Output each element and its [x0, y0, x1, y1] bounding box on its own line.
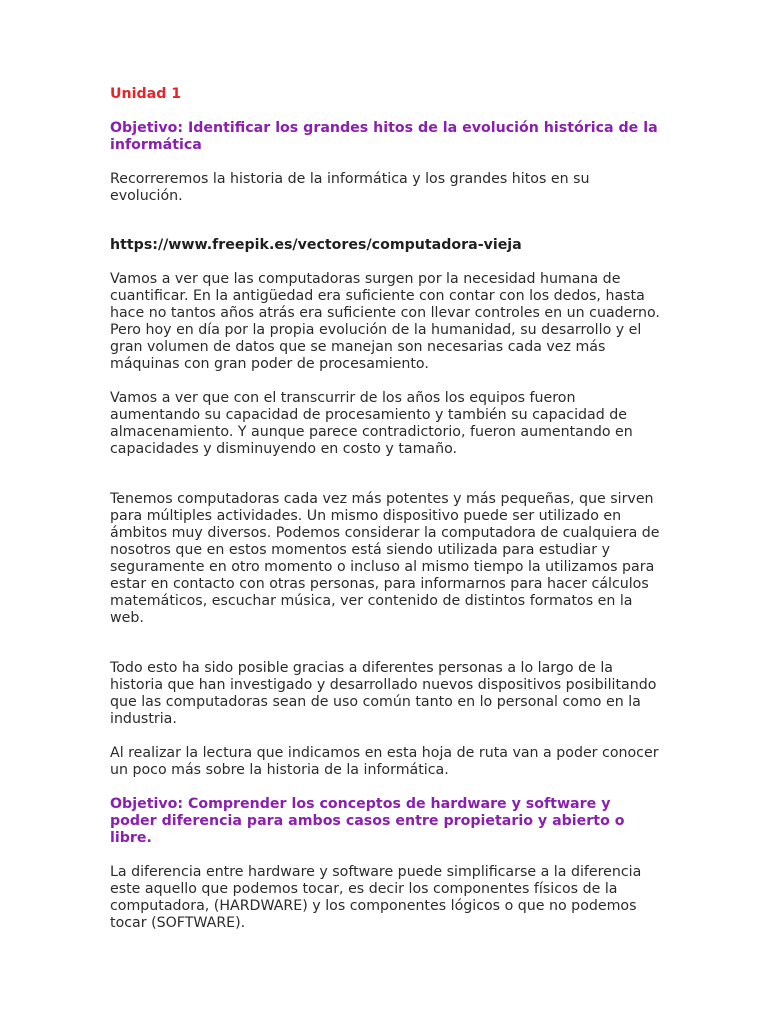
- paragraph-2: Vamos a ver que las computadoras surgen por la necesidad humana de cuantificar. En la antigüedad era suficiente con contar con los dedos, hasta hace no tantos años atrás era suficiente con llevar controles en un cuaderno. Pero hoy en día por la propia evolución de la humanidad, su desarrollo y el gran volumen de datos que se manejan son necesarias cada vez más máquinas con gran poder de procesamiento.: [110, 271, 660, 372]
- reference-link[interactable]: https://www.freepik.es/vectores/computadora-vieja: [110, 237, 522, 253]
- unit-title: Unidad 1: [110, 86, 182, 102]
- objective-heading-2: Objetivo: Comprender los conceptos de hardware y software y poder diferencia para ambos casos entre propietario y abierto o libre.: [110, 796, 625, 846]
- paragraph-1: Recorreremos la historia de la informática y los grandes hitos en su evolución.: [110, 171, 590, 204]
- paragraph-4: Tenemos computadoras cada vez más potentes y más pequeñas, que sirven para múltiples actividades. Un mismo dispositivo puede ser utilizado en ámbitos muy diversos. Podemos considerar la computadora de cualquiera de nosotros que en estos momentos está siendo utilizada para estudiar y seguramente en otro momento o incluso al mismo tiempo la utilizamos para estar en contacto con otras personas, para informarnos para hacer cálculos matemáticos, escuchar música, ver contenido de distintos formatos en la web.: [110, 491, 660, 626]
- paragraph-3: Vamos a ver que con el transcurrir de los años los equipos fueron aumentando su capacidad de procesamiento y también su capacidad de almacenamiento. Y aunque parece contradictorio, fueron aumentando en capacidades y disminuyendo en costo y tamaño.: [110, 390, 633, 457]
- objective-heading-1: Objetivo: Identificar los grandes hitos de la evolución histórica de la informática: [110, 120, 658, 153]
- document-body: [110, 86, 662, 932]
- paragraph-5: Todo esto ha sido posible gracias a diferentes personas a lo largo de la historia que han investigado y desarrollado nuevos dispositivos posibilitando que las computadoras sean de uso común tanto en lo personal como en la industria.: [110, 660, 657, 727]
- paragraph-7: La diferencia entre hardware y software puede simplificarse a la diferencia este aquello que podemos tocar, es decir los componentes físicos de la computadora, (HARDWARE) y los componentes lógicos o que no podemos tocar (SOFTWARE).: [110, 864, 642, 931]
- paragraph-6: Al realizar la lectura que indicamos en esta hoja de ruta van a poder conocer un poco más sobre la historia de la informática.: [110, 745, 659, 778]
